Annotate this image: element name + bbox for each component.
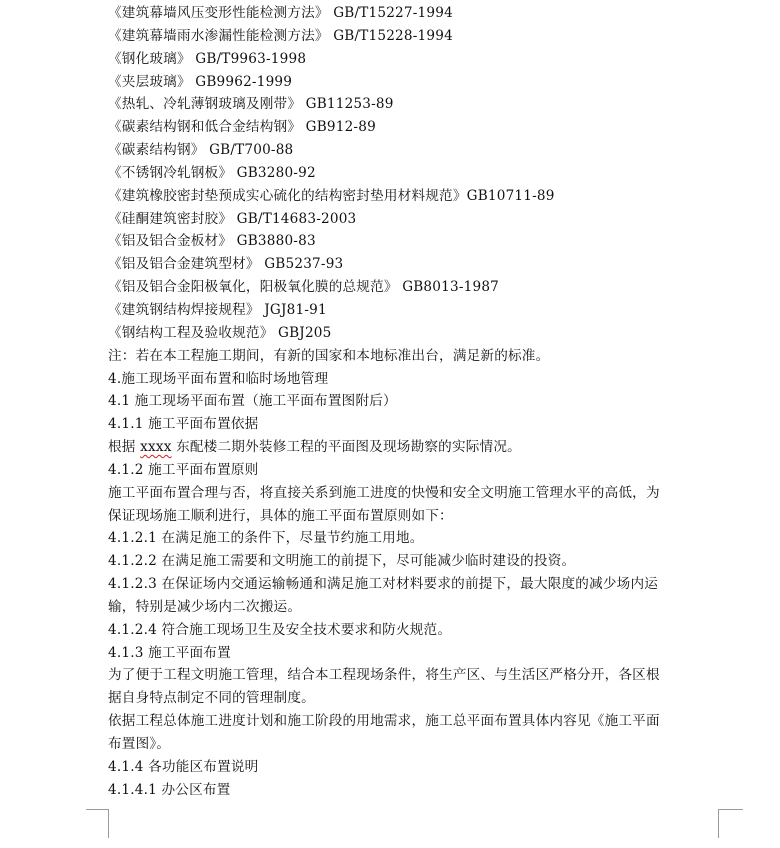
paragraph-line: 依据工程总体施工进度计划和施工阶段的用地需求，施工总平面布置具体内容见《施工平面 <box>108 713 660 730</box>
page-margin-corner-left <box>86 809 109 838</box>
standard-line: 《建筑钢结构焊接规程》 JGJ81-91 <box>108 301 327 318</box>
principle-item: 4.1.2.4 符合施工现场卫生及安全技术要求和防火规范。 <box>108 621 452 638</box>
standard-line: 《建筑橡胶密封垫预成实心硫化的结构密封垫用材料规范》GB10711-89 <box>108 187 555 204</box>
standard-line: 《钢结构工程及验收规范》 GBJ205 <box>108 324 332 341</box>
basis-paragraph <box>108 436 720 459</box>
standard-line: 《铝及铝合金建筑型材》 GB5237-93 <box>108 256 344 273</box>
principle-item: 4.1.2.3 在保证场内交通运输畅通和满足施工对材料要求的前提下，最大限度的减少场内运 <box>108 576 659 593</box>
paragraph-line: 布置图》。 <box>108 736 171 752</box>
basis-text-after: 东配楼二期外装修工程的平面图及现场勘察的实际情况。 <box>171 439 521 456</box>
paragraph-line: 保证现场施工顺利进行，具体的施工平面布置原则如下： <box>108 507 453 524</box>
spellcheck-flagged-word[interactable]: xxxx <box>140 439 172 456</box>
document-body <box>108 2 720 802</box>
subsection-heading: 4.1.1 施工平面布置依据 <box>108 416 259 433</box>
standard-line: 《热轧、冷轧薄钢玻璃及刚带》 GB11253-89 <box>108 96 394 113</box>
subsection-heading: 4.1.4 各功能区布置说明 <box>108 758 259 775</box>
paragraph-line: 为了便于工程文明施工管理，结合本工程现场条件，将生产区、与生活区严格分开，各区根 <box>108 667 660 684</box>
paragraph-line: 施工平面布置合理与否，将直接关系到施工进度的快慢和安全文明施工管理水平的高低，为 <box>108 484 660 501</box>
standard-line: 《硅酮建筑密封胶》 GB/T14683-2003 <box>108 210 357 227</box>
standard-line: 《钢化玻璃》 GB/T9963-1998 <box>108 50 307 67</box>
subsection-heading: 4.1.4.1 办公区布置 <box>108 781 231 798</box>
subsection-heading: 4.1 施工现场平面布置（施工平面布置图附后） <box>108 393 397 410</box>
standard-line: 《不锈钢冷轧钢板》 GB3280-92 <box>108 164 316 181</box>
standard-line: 《铝及铝合金板材》 GB3880-83 <box>108 233 316 250</box>
principle-item: 4.1.2.1 在满足施工的条件下，尽量节约施工用地。 <box>108 530 424 547</box>
principle-item: 4.1.2.2 在满足施工需要和文明施工的前提下，尽可能减少临时建设的投资。 <box>108 553 576 570</box>
standard-line: 《夹层玻璃》 GB9962-1999 <box>108 73 293 90</box>
standard-line: 《碳素结构钢和低合金结构钢》 GB912-89 <box>108 119 376 136</box>
page-margin-corner-right <box>718 809 743 838</box>
standard-line: 《建筑幕墙雨水渗漏性能检测方法》 GB/T15228-1994 <box>108 27 453 44</box>
basis-text-before: 根据 <box>108 439 141 456</box>
subsection-heading: 4.1.2 施工平面布置原则 <box>108 461 259 478</box>
standard-line: 《碳素结构钢》 GB/T700-88 <box>108 142 294 159</box>
section-heading: 4.施工现场平面布置和临时场地管理 <box>108 370 329 387</box>
standard-line: 《建筑幕墙风压变形性能检测方法》 GB/T15227-1994 <box>108 5 453 21</box>
subsection-heading: 4.1.3 施工平面布置 <box>108 644 231 661</box>
standard-line: 《铝及铝合金阳极氧化，阳极氧化膜的总规范》 GB8013-1987 <box>108 279 500 296</box>
note-line: 注：若在本工程施工期间，有新的国家和本地标准出台，满足新的标准。 <box>108 347 550 364</box>
paragraph-line: 据自身特点制定不同的管理制度。 <box>108 690 315 707</box>
paragraph-line: 输，特别是减少场内二次搬运。 <box>108 598 302 615</box>
